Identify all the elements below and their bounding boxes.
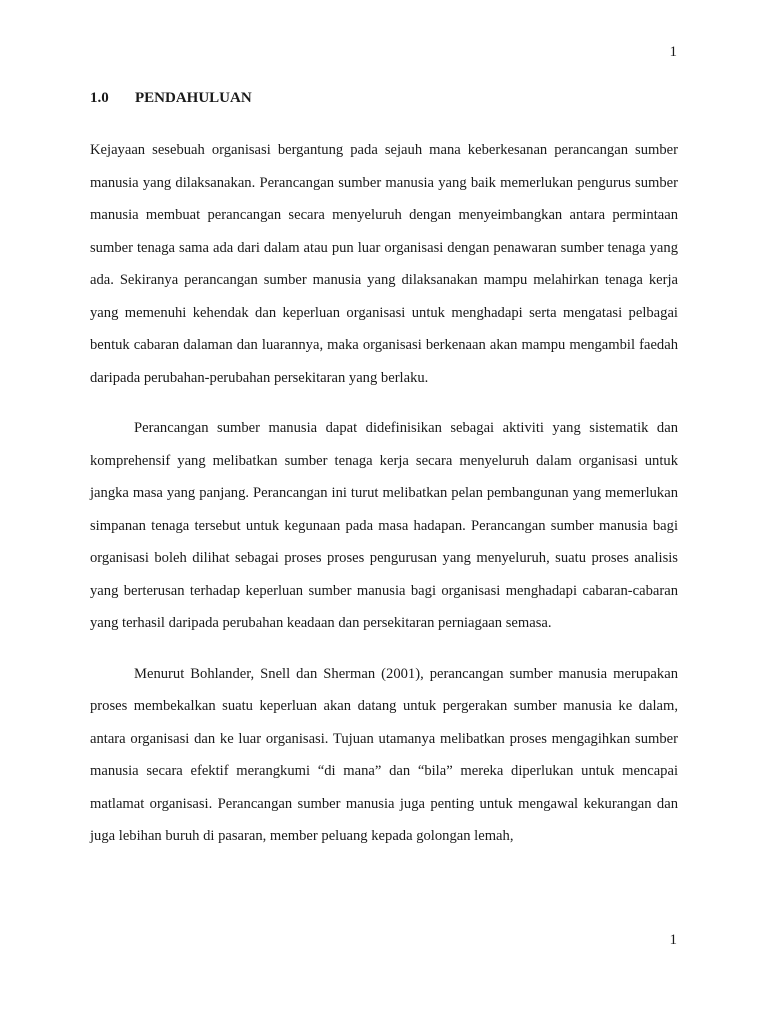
section-number: 1.0 bbox=[90, 90, 109, 106]
section-title: PENDAHULUAN bbox=[135, 90, 252, 106]
paragraph-3: Menurut Bohlander, Snell dan Sherman (2001), perancangan sumber manusia merupakan proses membekalkan suatu keperluan akan datang untuk pergerakan sumber manusia ke dalam, antara organisasi dan ke luar organisasi. Tujuan utamanya melibatkan proses mengagihkan sumber manusia secara efektif merangkumi “di mana” dan “bila” mereka diperlukan untuk mencapai matlamat organisasi. Perancangan sumber manusia juga penting untuk mengawal kekurangan dan juga lebihan buruh di pasaran, member peluang kepada golongan lemah, bbox=[90, 665, 678, 844]
document-body bbox=[90, 134, 678, 871]
section-heading bbox=[90, 90, 252, 107]
paragraph-2: Perancangan sumber manusia dapat didefinisikan sebagai aktiviti yang sistematik dan komprehensif yang melibatkan sumber tenaga kerja secara menyeluruh dalam organisasi untuk jangka masa yang panjang. Perancangan ini turut melibatkan pelan pembangunan yang memerlukan simpanan tenaga tersebut untuk kegunaan pada masa hadapan. Perancangan sumber manusia bagi organisasi boleh dilihat sebagai proses proses pengurusan yang menyeluruh, suatu proses analisis yang berterusan terhadap keperluan sumber manusia bagi organisasi menghadapi cabaran-cabaran yang terhasil daripada perubahan keadaan dan persekitaran perniagaan semasa. bbox=[90, 420, 678, 631]
page-number-bottom: 1 bbox=[669, 932, 677, 948]
page-number-top: 1 bbox=[669, 44, 677, 60]
paragraph-1: Kejayaan sesebuah organisasi bergantung pada sejauh mana keberkesanan perancangan sumber manusia yang dilaksanakan. Perancangan sumber manusia yang baik memerlukan pengurus sumber manusia membuat perancangan secara menyeluruh dengan menyeimbangkan antara permintaan sumber tenaga sama ada dari dalam atau pun luar organisasi dengan penawaran sumber tenaga yang ada. Sekiranya perancangan sumber manusia yang dilaksanakan mampu melahirkan tenaga kerja yang memenuhi kehendak dan keperluan organisasi untuk menghadapi serta mengatasi pelbagai bentuk cabaran dalaman dan luarannya, maka organisasi berkenaan akan mampu mengambil faedah daripada perubahan-perubahan persekitaran yang berlaku. bbox=[90, 142, 678, 386]
